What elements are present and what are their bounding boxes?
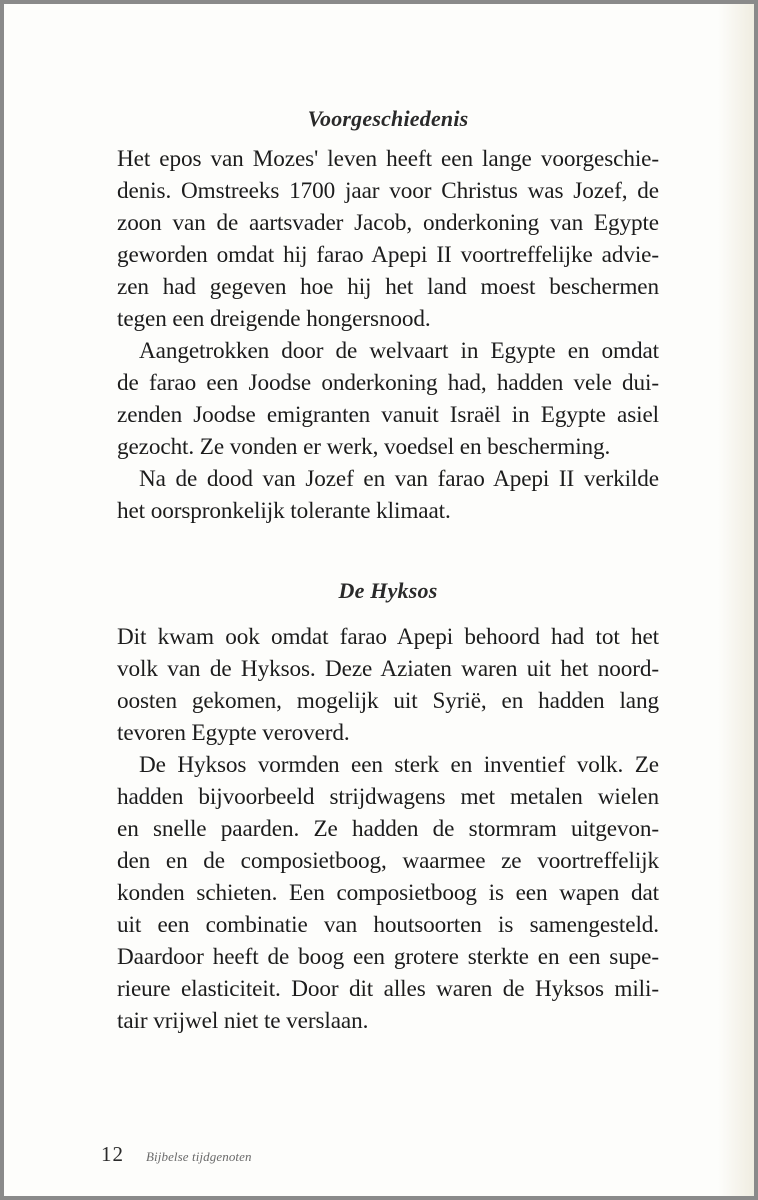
text-line: denis. Omstreeks 1700 jaar voor Christus was Jozef, de	[117, 178, 659, 204]
text-line: geworden omdat hij farao Apepi II voortreffelijke advie-	[117, 242, 659, 268]
section-de-hyksos	[117, 621, 659, 1037]
text-line: tegen een dreigende hongersnood.	[117, 306, 431, 332]
text-line: Daardoor heeft de boog een grotere sterkte en een supe-	[117, 944, 659, 970]
text-line: konden schieten. Een composietboog is een wapen dat	[117, 880, 659, 906]
section-voorgeschiedenis	[117, 143, 659, 527]
paragraph	[117, 143, 659, 335]
section-heading-de-hyksos: De Hyksos	[338, 578, 438, 603]
text-line: tevoren Egypte veroverd.	[117, 720, 350, 746]
text-line: zoon van de aartsvader Jacob, onderkoning van Egypte	[117, 210, 659, 236]
paragraph	[117, 463, 659, 527]
running-head: Bijbelse tijdgenoten	[146, 1149, 252, 1164]
page-edge-shadow	[718, 4, 754, 1196]
text-line: het oorspronkelijk tolerante klimaat.	[117, 498, 451, 524]
text-line: zenden Joodse emigranten vanuit Israël in Egypte asiel	[117, 402, 659, 428]
text-line: de farao een Joodse onderkoning had, hadden vele dui-	[117, 370, 659, 396]
text-line: Dit kwam ook omdat farao Apepi behoord had tot het	[117, 624, 659, 650]
book-page	[4, 4, 754, 1196]
paragraph	[117, 749, 659, 1037]
text-line: Het epos van Mozes' leven heeft een lange voorgeschie-	[117, 146, 659, 172]
paragraph	[117, 335, 659, 463]
text-line: uit een combinatie van houtsoorten is samengesteld.	[117, 912, 659, 938]
text-line: oosten gekomen, mogelijk uit Syrië, en hadden lang	[117, 688, 659, 714]
text-line: volk van de Hyksos. Deze Aziaten waren uit het noord-	[117, 656, 659, 682]
text-line: Na de dood van Jozef en van farao Apepi II verkilde	[139, 466, 659, 492]
text-line: hadden bijvoorbeeld strijdwagens met metalen wielen	[117, 784, 659, 810]
text-line: rieure elasticiteit. Door dit alles waren de Hyksos mili-	[117, 976, 659, 1002]
page-footer	[101, 1142, 252, 1167]
text-line: tair vrijwel niet te verslaan.	[117, 1008, 369, 1034]
text-line: gezocht. Ze vonden er werk, voedsel en bescherming.	[117, 434, 611, 460]
text-line: Aangetrokken door de welvaart in Egypte en omdat	[139, 338, 659, 364]
page-number: 12	[101, 1142, 124, 1166]
text-line: De Hyksos vormden een sterk en inventief volk. Ze	[139, 752, 659, 778]
section-heading-voorgeschiedenis: Voorgeschiedenis	[307, 106, 469, 131]
text-line: zen had gegeven hoe hij het land moest beschermen	[117, 274, 659, 300]
paragraph	[117, 621, 659, 749]
text-line: den en de composietboog, waarmee ze voortreffelijk	[117, 848, 659, 874]
text-line: en snelle paarden. Ze hadden de stormram uitgevon-	[117, 816, 659, 842]
